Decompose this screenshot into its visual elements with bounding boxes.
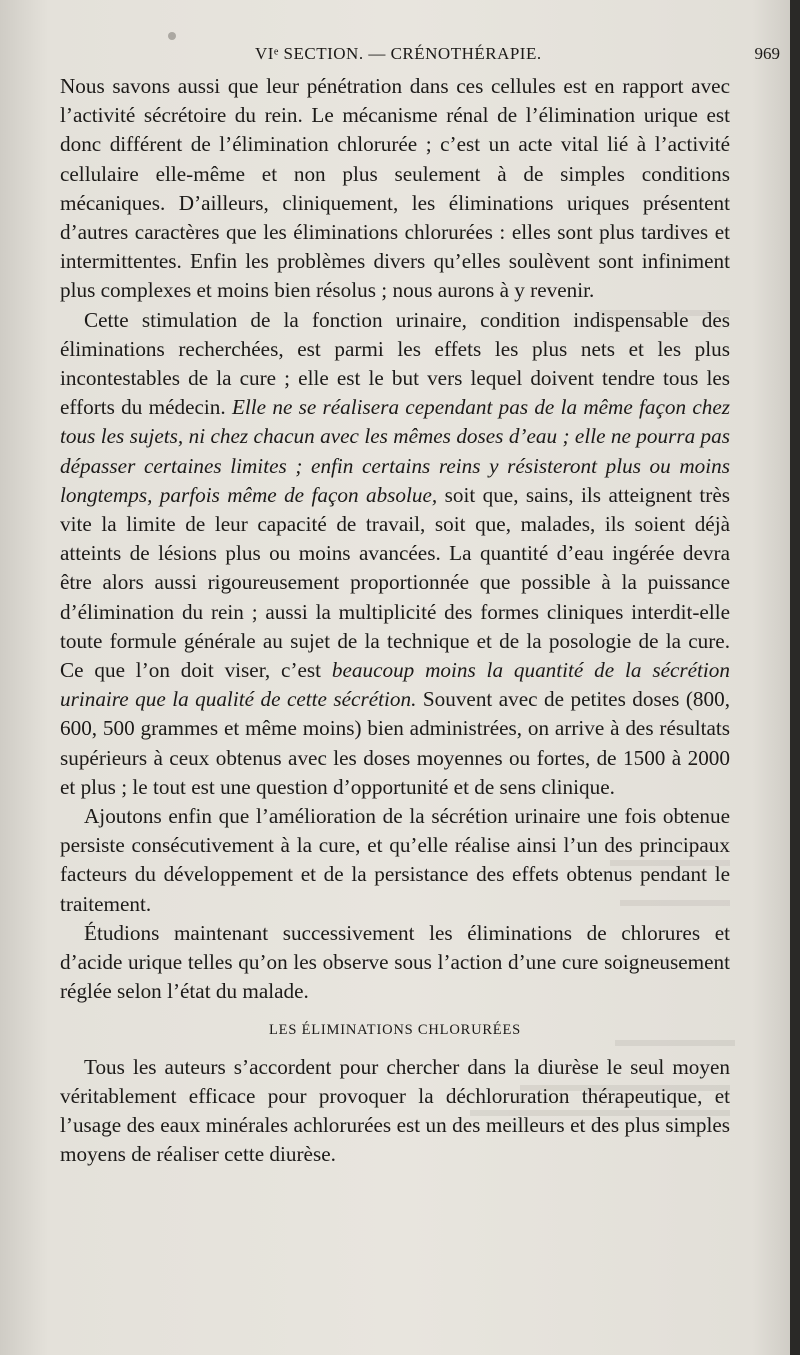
running-head-title: VIᵉ SECTION. — CRÉNOTHÉRAPIE. — [255, 44, 542, 63]
paragraph-1: Nous savons aussi que leur pénétration dans ces cellules est en rapport avec l’activité sécrétoire du rein. Le mécanisme rénal de l’élimination urique est donc différent de l’élimination chlorurée ; c’est un acte vital lié à l’activité cellulaire elle-même et non plus seulement à de simples conditions mécaniques. D’ailleurs, cliniquement, les éliminations uriques présentent d’autres caractères que les éliminations chlorurées : elles sont plus tardives et intermittentes. Enfin les problèmes divers qu’elles soulèvent sont infiniment plus complexes et moins bien résolus ; nous aurons à y revenir. — [60, 74, 730, 303]
section-heading: LES ÉLIMINATIONS CHLORURÉES — [269, 1021, 521, 1038]
page-number: 969 — [754, 44, 780, 63]
paragraph-2-text-b: soit que, sains, ils atteignent très vite la limite de leur capacité de travail, soit que, malades, ils soient déjà atteints de lésions plus ou moins avancées. La quantité d’eau ingérée devra être alors aussi rigoureusement proportionnée que possible à la puissance d’élimination du rein ; aussi la multiplicité des formes cliniques interdit-elle toute formule générale au sujet de la technique et de la posologie de la cure. Ce que l’on doit viser, c’est — [60, 482, 730, 683]
paragraph-2 — [60, 306, 730, 802]
paragraph-4: Étudions maintenant successivement les éliminations de chlorures et d’acide urique telles qu’on les observe sous l’action d’une cure soigneusement réglée selon l’état du malade. — [60, 920, 730, 1004]
paragraph-2-italic-a: Elle ne se réalisera cependant pas de la même façon chez tous les sujets, ni chez chacun avec les mêmes doses d’eau ; elle ne pourra pas dépasser certaines limites ; enfin certains reins y résisteront plus ou moins longtemps, parfois même de façon absolue, — [60, 395, 730, 507]
page-edge-shadow — [790, 0, 800, 1355]
paragraph-5: Tous les auteurs s’accordent pour chercher dans la diurèse le seul moyen véritablement efficace pour provoquer la déchloruration thérapeutique, et l’usage des eaux minérales achlorurées est un des meilleurs et des plus simples moyens de réaliser cette diurèse. — [60, 1054, 730, 1167]
paragraph-2-text-a: Cette stimulation de la fonction urinaire, condition indispensable des éliminations recherchées, est parmi les effets les plus nets et les plus incontestables de la cure ; elle est le but vers lequel doivent tendre tous les efforts du médecin. — [60, 307, 730, 420]
paragraph-2-italic-b: beaucoup moins la quantité de la sécrétion urinaire que la qualité de cette sécrétion. — [60, 658, 730, 712]
paragraph-2-text-c: Souvent avec de petites doses (800, 600, 500 grammes et même moins) bien administrées, on arrive à des résultats supérieurs à ceux obtenus avec les doses moyennes ou fortes, de 1500 à 2000 et plus ; le tout est une question d’opportunité et de sens clinique. — [60, 687, 730, 799]
running-header — [60, 44, 780, 70]
body-text — [60, 72, 730, 1169]
paragraph-3: Ajoutons enfin que l’amélioration de la sécrétion urinaire une fois obtenue persiste consécutivement à la cure, et qu’elle réalise ainsi l’un des principaux facteurs du développement et de la persistance des effets obtenus pendant le traitement. — [60, 804, 730, 916]
